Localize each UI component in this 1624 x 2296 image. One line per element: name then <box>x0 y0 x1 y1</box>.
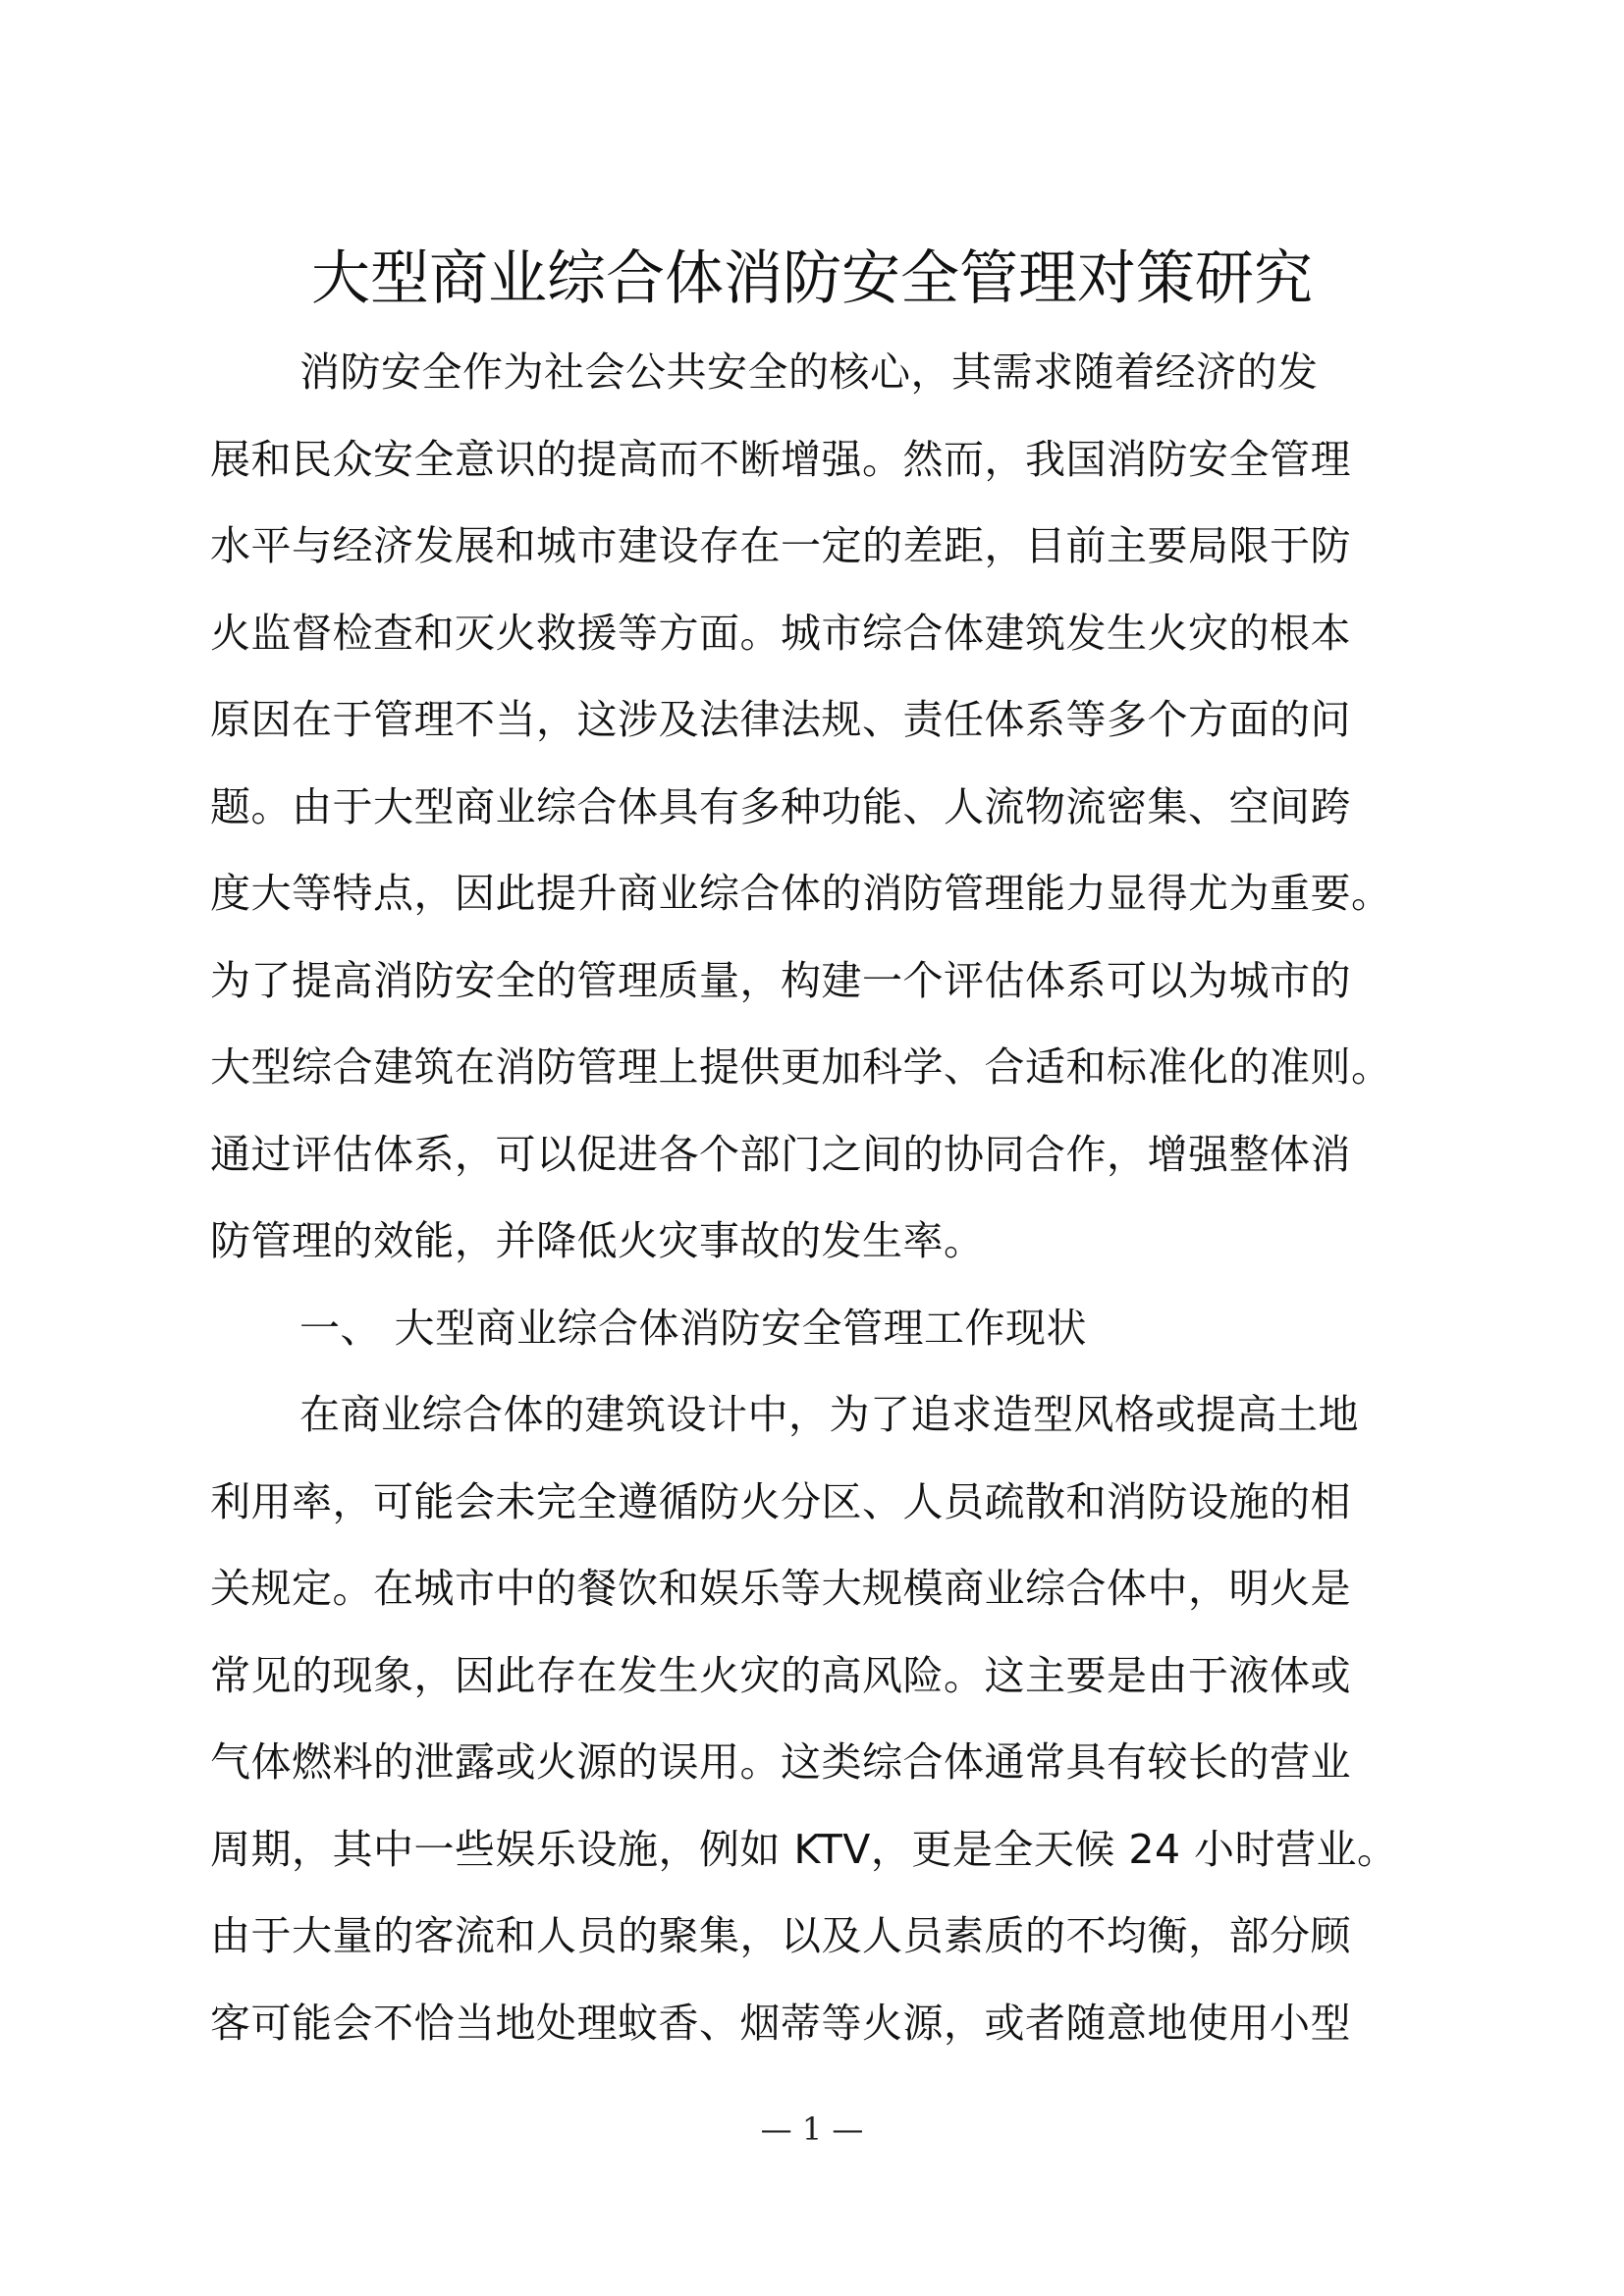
paragraph-line: 通过评估体系，可以促进各个部门之间的协同合作，增强整体消 <box>210 1130 1351 1178</box>
paragraph-line: 周期，其中一些娱乐设施，例如 KTV，更是全天候 24 小时营业。 <box>210 1825 1398 1873</box>
page-number: — 1 — <box>760 2110 864 2148</box>
paragraph-line: 为了提高消防安全的管理质量，构建一个评估体系可以为城市的 <box>210 956 1351 1004</box>
paragraph-line: 火监督检查和灭火救援等方面。城市综合体建筑发生火灾的根本 <box>210 609 1351 657</box>
paragraph-line: 由于大量的客流和人员的聚集，以及人员素质的不均衡，部分顾 <box>210 1912 1351 1959</box>
paragraph-line: 度大等特点，因此提升商业综合体的消防管理能力显得尤为重要。 <box>210 870 1392 917</box>
paragraph-line: 防管理的效能，并降低火灾事故的发生率。 <box>210 1217 985 1264</box>
section-heading: 一、 大型商业综合体消防安全管理工作现状 <box>299 1304 1088 1352</box>
paragraph-line: 原因在于管理不当，这涉及法律法规、责任体系等多个方面的问 <box>210 696 1351 743</box>
document-body <box>210 329 1428 2066</box>
paragraph-line: 常见的现象，因此存在发生火灾的高风险。这主要是由于液体或 <box>210 1651 1351 1699</box>
paragraph-line: 气体燃料的泄露或火源的误用。这类综合体通常具有较长的营业 <box>210 1738 1351 1786</box>
paragraph-line: 消防安全作为社会公共安全的核心，其需求随着经济的发 <box>299 348 1319 396</box>
paragraph-line: 关规定。在城市中的餐饮和娱乐等大规模商业综合体中，明火是 <box>210 1565 1351 1612</box>
paragraph-line: 水平与经济发展和城市建设存在一定的差距，目前主要局限于防 <box>210 522 1351 569</box>
paragraph-line: 题。由于大型商业综合体具有多种功能、人流物流密集、空间跨 <box>210 782 1351 830</box>
paragraph-line: 在商业综合体的建筑设计中，为了追求造型风格或提高土地 <box>299 1391 1359 1438</box>
paragraph-line: 展和民众安全意识的提高而不断增强。然而，我国消防安全管理 <box>210 435 1351 483</box>
paragraph-line: 大型综合建筑在消防管理上提供更加科学、合适和标准化的准则。 <box>210 1043 1392 1091</box>
paragraph-line: 客可能会不恰当地处理蚊香、烟蒂等火源，或者随意地使用小型 <box>210 1999 1351 2047</box>
document-title: 大型商业综合体消防安全管理对策研究 <box>311 244 1313 313</box>
paragraph-line: 利用率，可能会未完全遵循防火分区、人员疏散和消防设施的相 <box>210 1477 1351 1525</box>
